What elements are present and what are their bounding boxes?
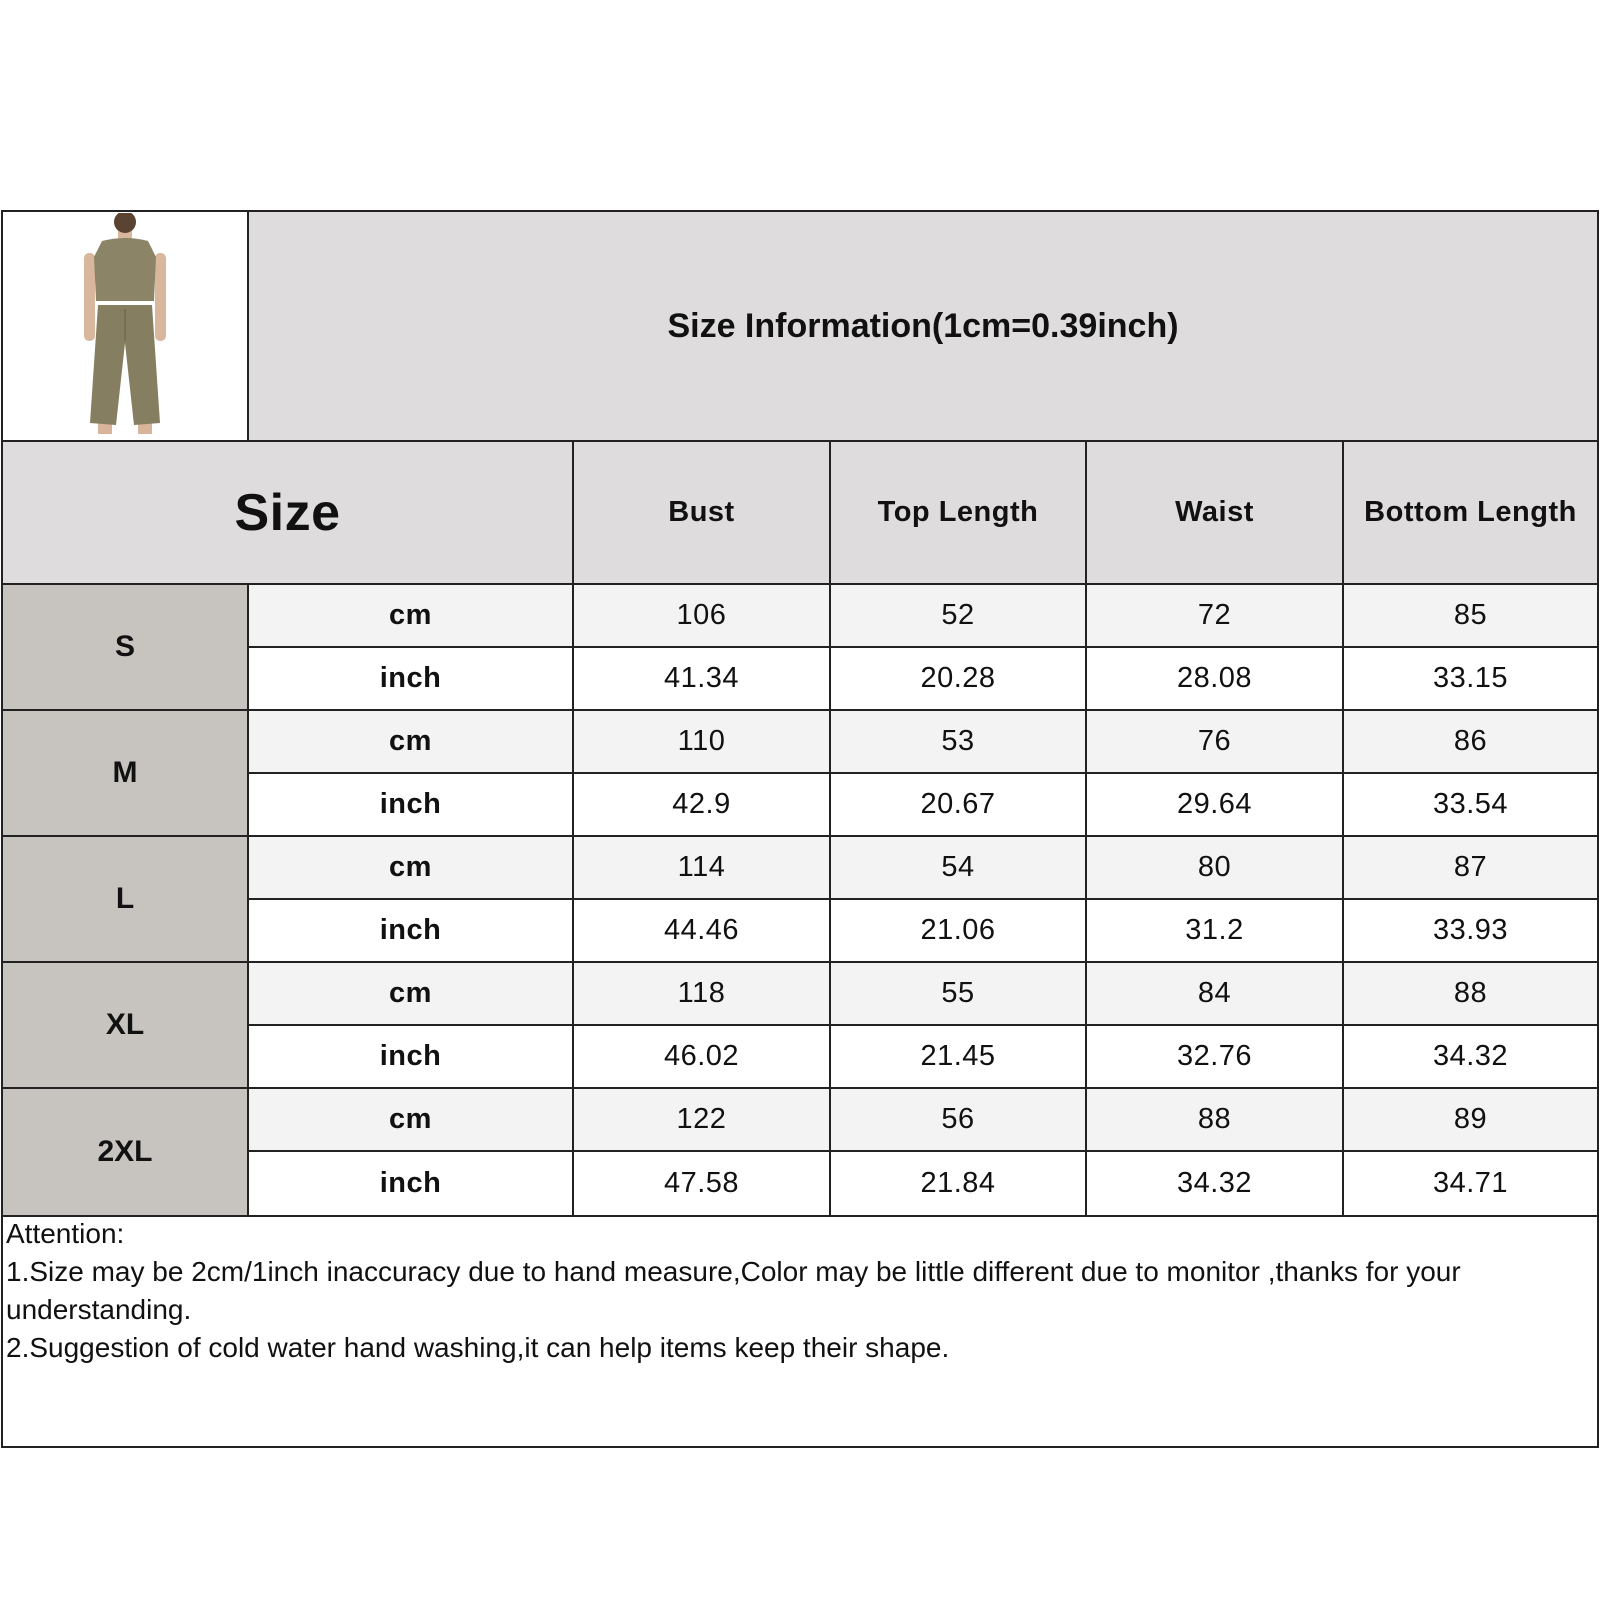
value-cell: 33.93 <box>1344 900 1597 963</box>
value-cell: 110 <box>574 711 831 774</box>
value-cell: 33.15 <box>1344 648 1597 711</box>
size-label-s: S <box>3 585 249 711</box>
value-cell: 54 <box>831 837 1087 900</box>
value-cell: 46.02 <box>574 1026 831 1089</box>
column-header-waist: Waist <box>1087 442 1344 585</box>
value-cell: 21.45 <box>831 1026 1087 1089</box>
value-cell: 20.67 <box>831 774 1087 837</box>
value-cell: 122 <box>574 1089 831 1152</box>
value-cell: 21.06 <box>831 900 1087 963</box>
value-cell: 106 <box>574 585 831 648</box>
model-jumpsuit-image <box>10 213 240 439</box>
value-cell: 84 <box>1087 963 1344 1026</box>
value-cell: 76 <box>1087 711 1344 774</box>
value-cell: 80 <box>1087 837 1344 900</box>
column-header-bottom-length: Bottom Length <box>1344 442 1597 585</box>
value-cell: 42.9 <box>574 774 831 837</box>
unit-label-cm: cm <box>249 1089 574 1152</box>
chart-title: Size Information(1cm=0.39inch) <box>249 212 1597 442</box>
size-label-2xl: 2XL <box>3 1089 249 1215</box>
unit-label-inch: inch <box>249 648 574 711</box>
value-cell: 52 <box>831 585 1087 648</box>
value-cell: 88 <box>1344 963 1597 1026</box>
value-cell: 44.46 <box>574 900 831 963</box>
value-cell: 87 <box>1344 837 1597 900</box>
value-cell: 41.34 <box>574 648 831 711</box>
unit-label-inch: inch <box>249 1152 574 1215</box>
unit-label-cm: cm <box>249 963 574 1026</box>
size-column-header: Size <box>3 442 574 585</box>
value-cell: 89 <box>1344 1089 1597 1152</box>
unit-label-inch: inch <box>249 774 574 837</box>
value-cell: 34.32 <box>1344 1026 1597 1089</box>
value-cell: 72 <box>1087 585 1344 648</box>
value-cell: 85 <box>1344 585 1597 648</box>
value-cell: 33.54 <box>1344 774 1597 837</box>
product-photo <box>3 212 249 442</box>
column-header-bust: Bust <box>574 442 831 585</box>
attention-notes <box>6 1215 1586 1367</box>
value-cell: 34.71 <box>1344 1152 1597 1215</box>
value-cell: 47.58 <box>574 1152 831 1215</box>
size-label-l: L <box>3 837 249 963</box>
value-cell: 53 <box>831 711 1087 774</box>
value-cell: 34.32 <box>1087 1152 1344 1215</box>
unit-label-cm: cm <box>249 711 574 774</box>
notes-line-1: 1.Size may be 2cm/1inch inaccuracy due to hand measure,Color may be little different due to monitor ,thanks for your understanding. <box>6 1256 1461 1325</box>
value-cell: 29.64 <box>1087 774 1344 837</box>
unit-label-cm: cm <box>249 585 574 648</box>
value-cell: 32.76 <box>1087 1026 1344 1089</box>
unit-label-inch: inch <box>249 1026 574 1089</box>
value-cell: 28.08 <box>1087 648 1344 711</box>
notes-line-2: 2.Suggestion of cold water hand washing,it can help items keep their shape. <box>6 1332 950 1363</box>
value-cell: 20.28 <box>831 648 1087 711</box>
value-cell: 21.84 <box>831 1152 1087 1215</box>
value-cell: 86 <box>1344 711 1597 774</box>
notes-heading: Attention: <box>6 1218 125 1249</box>
value-cell: 56 <box>831 1089 1087 1152</box>
size-label-m: M <box>3 711 249 837</box>
unit-label-cm: cm <box>249 837 574 900</box>
size-label-xl: XL <box>3 963 249 1089</box>
unit-label-inch: inch <box>249 900 574 963</box>
value-cell: 118 <box>574 963 831 1026</box>
value-cell: 114 <box>574 837 831 900</box>
value-cell: 31.2 <box>1087 900 1344 963</box>
column-header-top-length: Top Length <box>831 442 1087 585</box>
value-cell: 55 <box>831 963 1087 1026</box>
value-cell: 88 <box>1087 1089 1344 1152</box>
